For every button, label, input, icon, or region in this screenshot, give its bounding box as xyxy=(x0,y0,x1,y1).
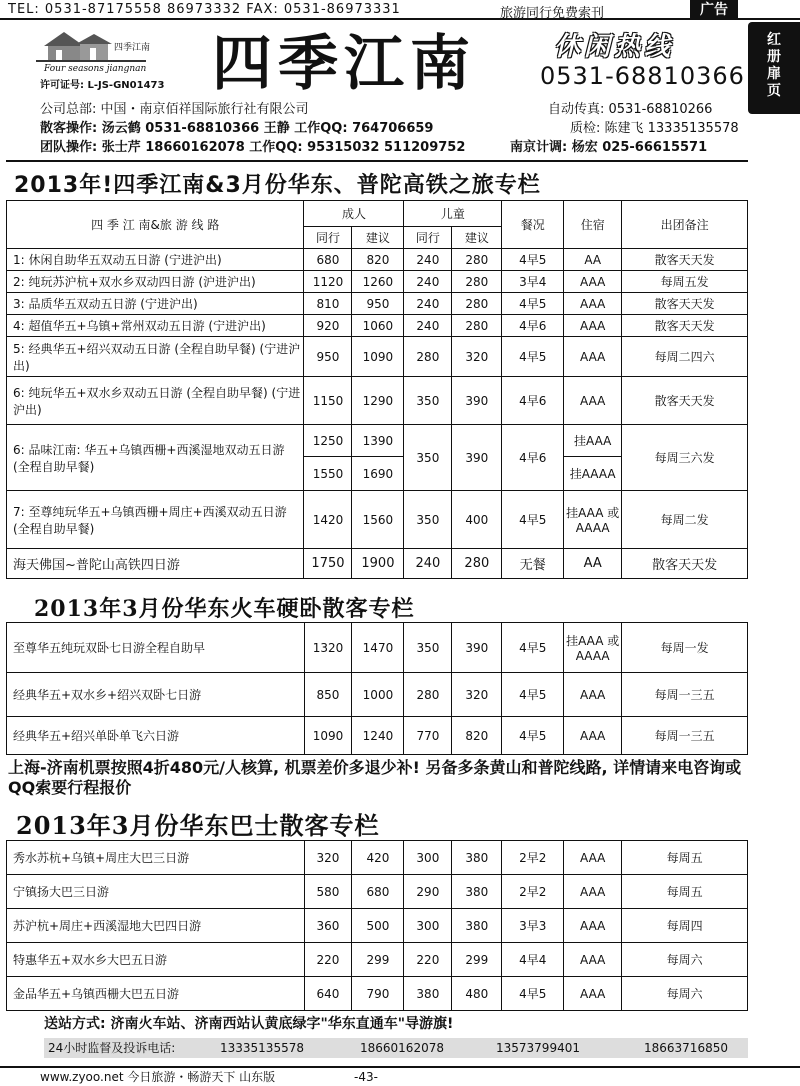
hotel-cell: AAA xyxy=(564,875,622,909)
hotline-number: 0531-68810366 xyxy=(540,62,745,90)
price-cell: 220 xyxy=(304,943,352,977)
header-adult-peer: 同行 xyxy=(304,227,352,249)
note-cell: 每周四 xyxy=(622,909,748,943)
price-cell: 299 xyxy=(352,943,404,977)
route-cell: 4: 超值华五+乌镇+常州双动五日游 (宁进沪出) xyxy=(7,315,304,337)
meal-cell: 4早6 xyxy=(502,425,564,491)
note-cell: 每周五 xyxy=(622,875,748,909)
price-cell: 770 xyxy=(404,717,452,755)
price-cell: 1090 xyxy=(352,337,404,377)
header-route: 四 季 江 南&旅 游 线 路 xyxy=(7,201,304,249)
note-cell: 每周一三五 xyxy=(622,673,748,717)
company-logo xyxy=(36,28,166,90)
route-cell: 5: 经典华五+绍兴双动五日游 (全程自助早餐) (宁进沪出) xyxy=(7,337,304,377)
route-cell: 苏沪杭+周庄+西溪湿地大巴四日游 xyxy=(7,909,305,943)
route-cell: 至尊华五纯玩双卧七日游全程自助早 xyxy=(7,623,305,673)
section-title-bus: 2013年3月份华东巴士散客专栏 xyxy=(16,811,380,840)
meal-cell: 2早2 xyxy=(502,841,564,875)
note-cell: 每周一三五 xyxy=(622,717,748,755)
logo-cn: 四季江南 xyxy=(114,43,151,53)
price-cell: 1150 xyxy=(304,377,352,425)
route-cell: 海天佛国~普陀山高铁四日游 xyxy=(7,549,304,579)
price-cell: 280 xyxy=(452,293,502,315)
price-cell: 1420 xyxy=(304,491,352,549)
hotel-cell: 挂AAAA xyxy=(564,457,622,491)
route-cell: 经典华五+双水乡+绍兴双卧七日游 xyxy=(7,673,305,717)
meal-cell: 无餐 xyxy=(502,549,564,579)
price-cell: 640 xyxy=(304,977,352,1011)
price-cell: 320 xyxy=(304,841,352,875)
house-logo-icon xyxy=(36,28,151,64)
price-cell: 680 xyxy=(352,875,404,909)
price-cell: 300 xyxy=(404,909,452,943)
price-cell: 220 xyxy=(404,943,452,977)
price-cell: 1000 xyxy=(352,673,404,717)
price-cell: 280 xyxy=(452,549,502,579)
table-row xyxy=(7,977,748,1011)
price-cell: 350 xyxy=(404,623,452,673)
price-cell: 1260 xyxy=(352,271,404,293)
table-row xyxy=(7,293,748,315)
price-cell: 380 xyxy=(452,841,502,875)
hotel-cell: AAA xyxy=(564,841,622,875)
side-tab-char: 扉 xyxy=(767,66,781,82)
route-cell: 金品华五+乌镇西栅大巴五日游 xyxy=(7,977,305,1011)
price-cell: 820 xyxy=(352,249,404,271)
price-cell: 1290 xyxy=(352,377,404,425)
free-catalog-text: 旅游同行免费索刊 xyxy=(500,6,605,21)
complaint-phone: 13573799401 xyxy=(496,1041,580,1055)
route-cell: 特惠华五+双水乡大巴五日游 xyxy=(7,943,305,977)
table-row xyxy=(7,841,748,875)
nanjing-planner: 南京计调: 杨宏 025-66615571 xyxy=(510,140,708,155)
price-cell: 390 xyxy=(452,377,502,425)
price-cell: 240 xyxy=(404,315,452,337)
price-cell: 1750 xyxy=(304,549,352,579)
page-number: -43- xyxy=(354,1070,378,1084)
price-cell: 280 xyxy=(452,315,502,337)
meal-cell: 4早5 xyxy=(502,623,564,673)
rail-tours-table xyxy=(6,200,748,579)
price-cell: 1060 xyxy=(352,315,404,337)
price-cell: 299 xyxy=(452,943,502,977)
price-cell: 1320 xyxy=(304,623,352,673)
price-cell: 350 xyxy=(404,377,452,425)
price-cell: 680 xyxy=(304,249,352,271)
side-tab-char: 页 xyxy=(767,83,781,99)
price-cell: 420 xyxy=(352,841,404,875)
price-cell: 1090 xyxy=(304,717,352,755)
auto-fax: 自动传真: 0531-68810266 xyxy=(548,102,713,117)
table-row xyxy=(7,315,748,337)
side-tab-char: 红 xyxy=(767,32,781,48)
meal-cell: 4早5 xyxy=(502,293,564,315)
price-cell: 240 xyxy=(404,549,452,579)
header-child-suggest: 建议 xyxy=(452,227,502,249)
note-cell: 每周一发 xyxy=(622,623,748,673)
price-cell: 1120 xyxy=(304,271,352,293)
meal-cell: 4早5 xyxy=(502,491,564,549)
note-cell: 每周六 xyxy=(622,977,748,1011)
route-cell: 2: 纯玩苏沪杭+双水乡双动四日游 (沪进沪出) xyxy=(7,271,304,293)
note-cell: 散客天天发 xyxy=(622,249,748,271)
price-cell: 1690 xyxy=(352,457,404,491)
price-cell: 1900 xyxy=(352,549,404,579)
table-row xyxy=(7,271,748,293)
retail-operator: 散客操作: 汤云鹤 0531-68810366 王静 工作QQ: 764706659 xyxy=(40,121,434,136)
bus-tours-table xyxy=(6,840,748,1011)
price-cell: 350 xyxy=(404,491,452,549)
price-cell: 350 xyxy=(404,425,452,491)
price-cell: 1560 xyxy=(352,491,404,549)
train-tours-table xyxy=(6,622,748,755)
price-cell: 360 xyxy=(304,909,352,943)
airfare-note: 上海-济南机票按照4折480元/人核算, 机票差价多退少补! 另备多条黄山和普陀线路, 详情请来电咨询或QQ索要行程报价 xyxy=(8,758,742,797)
header-adult: 成人 xyxy=(304,201,404,227)
route-cell: 6: 品味江南: 华五+乌镇西栅+西溪湿地双动五日游 (全程自助早餐) xyxy=(7,425,304,491)
slogan: 休闲热线 xyxy=(554,32,675,62)
top-bar xyxy=(0,0,800,20)
divider xyxy=(6,160,748,162)
hotel-cell: AAA xyxy=(564,943,622,977)
price-cell: 300 xyxy=(404,841,452,875)
note-cell: 每周二四六 xyxy=(622,337,748,377)
price-cell: 390 xyxy=(452,425,502,491)
meal-cell: 3早4 xyxy=(502,271,564,293)
complaint-phone: 18663716850 xyxy=(644,1041,728,1055)
meal-cell: 4早6 xyxy=(502,377,564,425)
hotel-cell: 挂AAA 或 AAAA xyxy=(564,491,622,549)
price-cell: 380 xyxy=(452,909,502,943)
hotel-cell: AA xyxy=(564,249,622,271)
page-footer xyxy=(0,1066,800,1086)
group-operator: 团队操作: 张士芹 18660162078 工作QQ: 95315032 511209752 xyxy=(40,140,466,155)
complaint-hotline-bar xyxy=(44,1038,748,1058)
table-row xyxy=(7,377,748,425)
price-cell: 280 xyxy=(404,673,452,717)
note-cell: 每周五 xyxy=(622,841,748,875)
price-cell: 810 xyxy=(304,293,352,315)
meal-cell: 4早5 xyxy=(502,673,564,717)
license-number: 许可证号: L-JS-GN01473 xyxy=(40,80,165,91)
meal-cell: 4早5 xyxy=(502,337,564,377)
note-cell: 每周三六发 xyxy=(622,425,748,491)
table-row xyxy=(7,337,748,377)
table-row xyxy=(7,549,748,579)
meal-cell: 4早4 xyxy=(502,943,564,977)
section-title-train: 2013年3月份华东火车硬卧散客专栏 xyxy=(34,596,415,622)
company-hq: 公司总部: 中国・南京佰祥国际旅行社有限公司 xyxy=(40,102,309,117)
price-cell: 280 xyxy=(452,271,502,293)
hotel-cell: AA xyxy=(564,549,622,579)
route-cell: 经典华五+绍兴单卧单飞六日游 xyxy=(7,717,305,755)
complaint-phone: 18660162078 xyxy=(360,1041,444,1055)
footer-site: www.zyoo.net 今日旅游・畅游天下 山东版 xyxy=(40,1070,276,1084)
route-cell: 1: 休闲自助华五双动五日游 (宁进沪出) xyxy=(7,249,304,271)
header-child: 儿童 xyxy=(404,201,502,227)
table-row xyxy=(7,909,748,943)
table-row xyxy=(7,717,748,755)
price-cell: 1240 xyxy=(352,717,404,755)
header-adult-suggest: 建议 xyxy=(352,227,404,249)
table-row xyxy=(7,491,748,549)
price-cell: 240 xyxy=(404,249,452,271)
route-cell: 宁镇扬大巴三日游 xyxy=(7,875,305,909)
price-cell: 390 xyxy=(452,623,502,673)
price-cell: 1390 xyxy=(352,425,404,457)
complaint-phone: 13335135578 xyxy=(220,1041,304,1055)
price-cell: 500 xyxy=(352,909,404,943)
note-cell: 每周六 xyxy=(622,943,748,977)
route-cell: 6: 纯玩华五+双水乡双动五日游 (全程自助早餐) (宁进沪出) xyxy=(7,377,304,425)
table-row xyxy=(7,623,748,673)
price-cell: 1550 xyxy=(304,457,352,491)
price-cell: 1470 xyxy=(352,623,404,673)
price-cell: 380 xyxy=(404,977,452,1011)
route-cell: 秀水苏杭+乌镇+周庄大巴三日游 xyxy=(7,841,305,875)
price-cell: 820 xyxy=(452,717,502,755)
price-cell: 580 xyxy=(304,875,352,909)
hotel-cell: AAA xyxy=(564,377,622,425)
price-cell: 290 xyxy=(404,875,452,909)
header-hotel: 住宿 xyxy=(564,201,622,249)
meal-cell: 2早2 xyxy=(502,875,564,909)
price-cell: 320 xyxy=(452,337,502,377)
complaint-label: 24小时监督及投诉电话: xyxy=(48,1041,176,1055)
side-tab-char: 册 xyxy=(767,49,781,65)
table-row xyxy=(7,673,748,717)
hotel-cell: AAA xyxy=(564,909,622,943)
hotel-cell: 挂AAA xyxy=(564,425,622,457)
note-cell: 散客天天发 xyxy=(622,549,748,579)
table-row xyxy=(7,875,748,909)
note-cell: 每周二发 xyxy=(622,491,748,549)
contact-phone-fax: TEL: 0531-87175558 86973332 FAX: 0531-86973331 xyxy=(8,2,401,17)
hotel-cell: AAA xyxy=(564,717,622,755)
note-cell: 散客天天发 xyxy=(622,315,748,337)
table-row xyxy=(7,943,748,977)
hotel-cell: AAA xyxy=(564,293,622,315)
price-cell: 240 xyxy=(404,271,452,293)
note-cell: 每周五发 xyxy=(622,271,748,293)
hotel-cell: AAA xyxy=(564,977,622,1011)
meal-cell: 3早3 xyxy=(502,909,564,943)
logo-english: Four seasons jiangnan xyxy=(44,64,147,74)
meal-cell: 4早5 xyxy=(502,249,564,271)
header-child-peer: 同行 xyxy=(404,227,452,249)
price-cell: 1250 xyxy=(304,425,352,457)
hotel-cell: AAA xyxy=(564,271,622,293)
hotel-cell: AAA xyxy=(564,337,622,377)
meal-cell: 4早6 xyxy=(502,315,564,337)
quality-control: 质检: 陈建飞 13335135578 xyxy=(570,121,739,136)
price-cell: 920 xyxy=(304,315,352,337)
price-cell: 280 xyxy=(452,249,502,271)
note-cell: 散客天天发 xyxy=(622,377,748,425)
route-cell: 3: 品质华五双动五日游 (宁进沪出) xyxy=(7,293,304,315)
price-cell: 950 xyxy=(304,337,352,377)
hotel-cell: AAA xyxy=(564,315,622,337)
price-cell: 320 xyxy=(452,673,502,717)
section-title-rail: 2013年!四季江南&3月份华东、普陀高铁之旅专栏 xyxy=(14,173,541,198)
price-cell: 850 xyxy=(304,673,352,717)
ad-badge: 广告 xyxy=(690,0,738,20)
brand-title: 四季江南 xyxy=(212,29,476,99)
header-meal: 餐况 xyxy=(502,201,564,249)
meal-cell: 4早5 xyxy=(502,717,564,755)
hotel-cell: AAA xyxy=(564,673,622,717)
note-cell: 散客天天发 xyxy=(622,293,748,315)
header-note: 出团备注 xyxy=(622,201,748,249)
price-cell: 950 xyxy=(352,293,404,315)
hotel-cell: 挂AAA 或 AAAA xyxy=(564,623,622,673)
price-cell: 480 xyxy=(452,977,502,1011)
meal-cell: 4早5 xyxy=(502,977,564,1011)
price-cell: 280 xyxy=(404,337,452,377)
price-cell: 240 xyxy=(404,293,452,315)
route-cell: 7: 至尊纯玩华五+乌镇西栅+周庄+西溪双动五日游 (全程自助早餐) xyxy=(7,491,304,549)
pickup-note: 送站方式: 济南火车站、济南西站认黄底绿字"华东直通车"导游旗! xyxy=(44,1016,454,1032)
side-tab xyxy=(748,22,800,114)
table-row xyxy=(7,425,748,457)
price-cell: 790 xyxy=(352,977,404,1011)
table-row xyxy=(7,249,748,271)
price-cell: 400 xyxy=(452,491,502,549)
price-cell: 380 xyxy=(452,875,502,909)
